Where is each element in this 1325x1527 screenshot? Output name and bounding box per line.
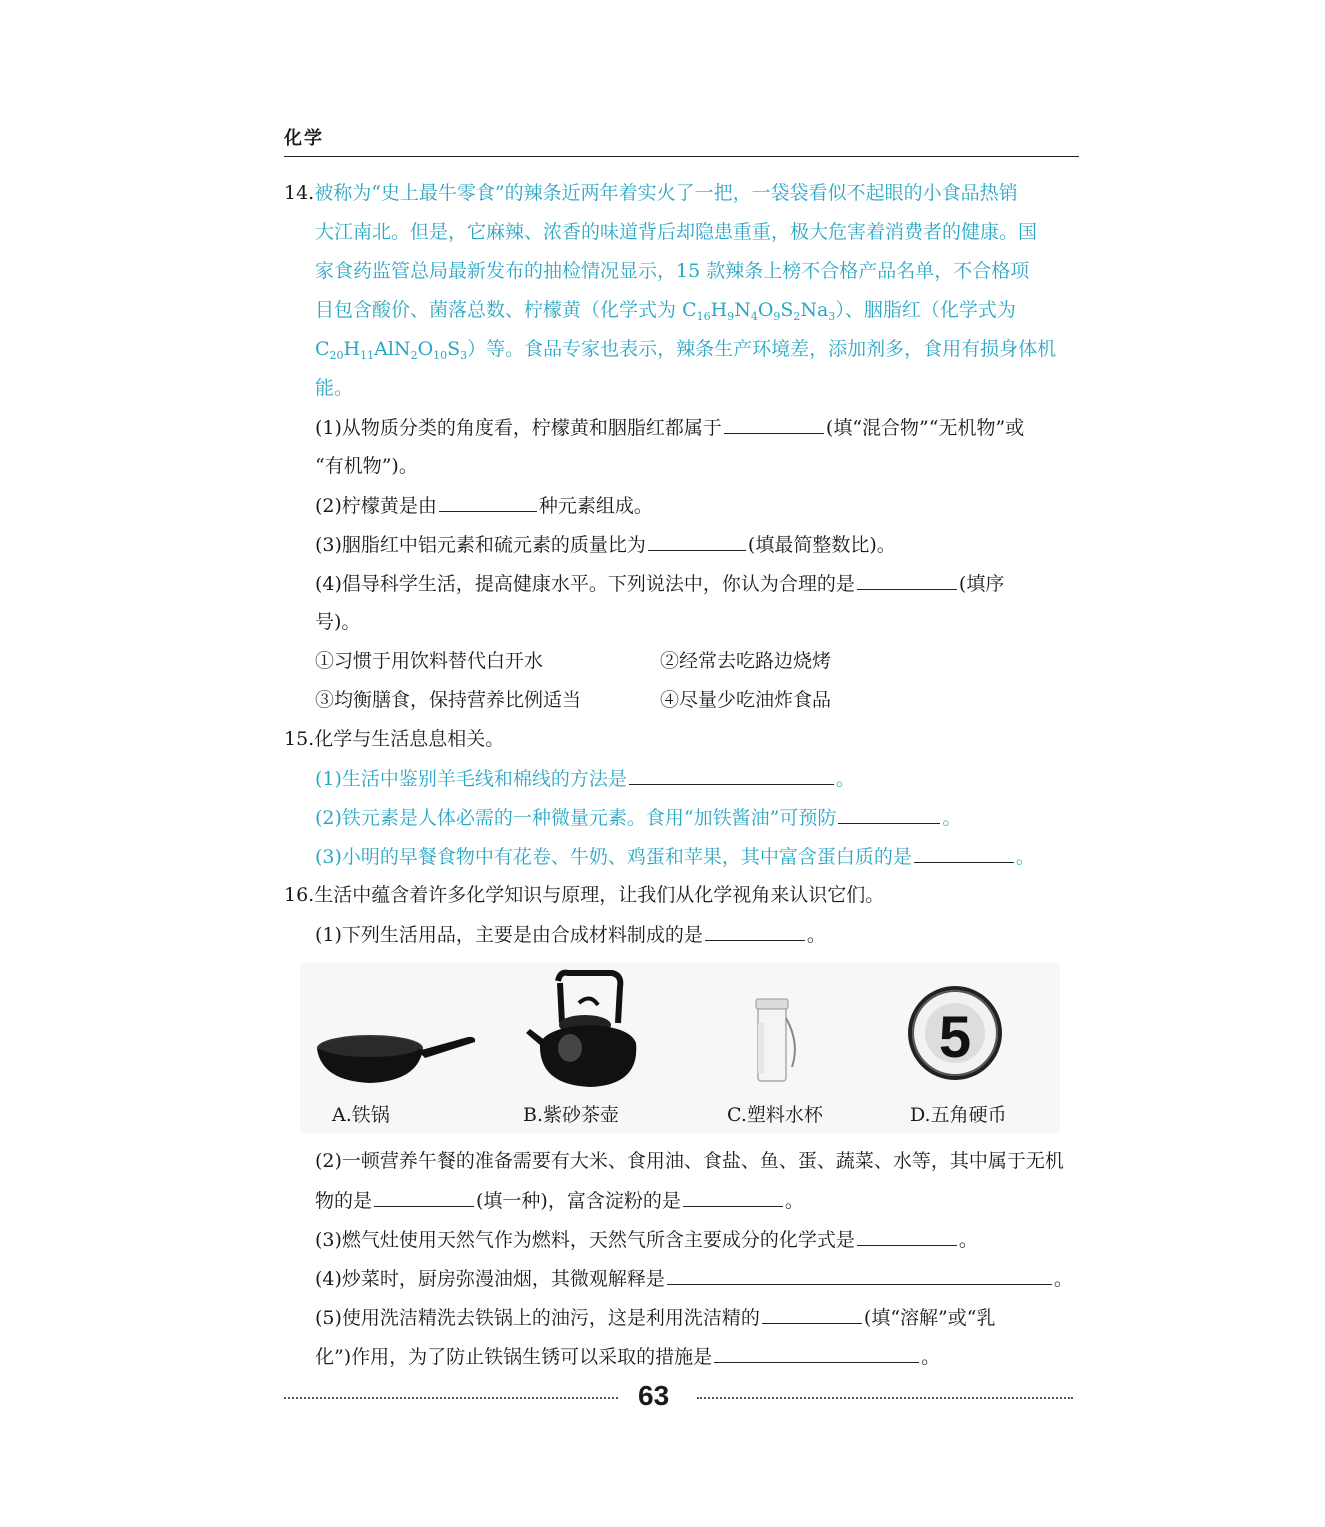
answer-blank[interactable] <box>724 415 824 434</box>
q16-part5-cont: 化”)作用，为了防止铁锅生锈可以采取的措施是 。 <box>315 1346 941 1368</box>
caption-b: B.紫砂茶壶 <box>523 1104 620 1126</box>
answer-blank[interactable] <box>667 1266 1052 1285</box>
q14-intro-2: 大江南北。但是，它麻辣、浓香的味道背后却隐患重重，极大危害着消费者的健康。国 <box>315 221 1038 243</box>
caption-d: D.五角硬币 <box>910 1104 1007 1126</box>
plastic-cup-image <box>756 999 795 1081</box>
q15-title: 15.化学与生活息息相关。 <box>284 728 505 750</box>
q14-option-1: ①习惯于用饮料替代白开水 <box>315 650 544 672</box>
q14-number: 14. <box>284 182 315 204</box>
q14-intro-5 <box>315 337 1056 368</box>
answer-blank[interactable] <box>838 805 940 824</box>
q16-part5: (5)使用洗洁精洗去铁锅上的油污，这是利用洗洁精的 (填“溶解”或“乳 <box>315 1307 996 1329</box>
q14-option-4: ④尽量少吃油炸食品 <box>660 689 832 711</box>
q15-part3: (3)小明的早餐食物中有花卷、牛奶、鸡蛋和苹果，其中富含蛋白质的是 。 <box>315 846 1035 868</box>
answer-blank[interactable] <box>857 1227 957 1246</box>
answer-blank[interactable] <box>683 1188 783 1207</box>
five-jiao-coin-image <box>908 986 1002 1080</box>
answer-blank[interactable] <box>439 493 537 512</box>
formula-carmine: $C_{20}H_{11}AlN_2O_{10}S_3$ <box>315 338 468 362</box>
answer-blank[interactable] <box>705 922 805 941</box>
q14-intro-1: 被称为“史上最牛零食”的辣条近两年着实火了一把，一袋袋看似不起眼的小食品热销 <box>314 182 1018 204</box>
q15-part1: (1)生活中鉴别羊毛线和棉线的方法是 。 <box>315 768 855 790</box>
answer-blank[interactable] <box>374 1188 474 1207</box>
footer-rule-right <box>697 1397 1073 1399</box>
q16-part2: (2)一顿营养午餐的准备需要有大米、食用油、食盐、鱼、蛋、蔬菜、水等，其中属于无机 <box>315 1150 1064 1172</box>
q14-part1: (1)从物质分类的角度看，柠檬黄和胭脂红都属于 (填“混合物”“无机物”或 <box>315 417 1025 439</box>
q14-part2: (2)柠檬黄是由 种元素组成。 <box>315 495 653 517</box>
q14-intro-3: 家食药监管总局最新发布的抽检情况显示，15 款辣条上榜不合格产品名单，不合格项 <box>315 260 1030 282</box>
formula-lemon-yellow: $C_{16}H_9N_4O_9S_2Na_3$ <box>682 299 836 323</box>
q14-part4-cont: 号)。 <box>315 611 361 633</box>
caption-c: C.塑料水杯 <box>727 1104 823 1126</box>
page-number: 63 <box>638 1380 670 1411</box>
q16-part1: (1)下列生活用品，主要是由合成材料制成的是 。 <box>315 924 826 946</box>
answer-blank[interactable] <box>629 766 834 785</box>
q14-intro-4b: ）、胭脂红（化学式为 <box>835 299 1016 321</box>
footer-rule-left <box>284 1397 618 1399</box>
q14-intro-5b: ）等。食品专家也表示，辣条生产环境差，添加剂多，食用有损身体机 <box>467 338 1057 360</box>
answer-blank[interactable] <box>762 1305 862 1324</box>
header-divider <box>284 156 1079 157</box>
q15-part2: (2)铁元素是人体必需的一种微量元素。食用“加铁酱油”可预防 。 <box>315 807 962 829</box>
coin-numeral: 5 <box>938 1005 972 1070</box>
q14-option-3: ③均衡膳食，保持营养比例适当 <box>315 689 582 711</box>
answer-blank[interactable] <box>857 571 957 590</box>
q16-part4: (4)炒菜时，厨房弥漫油烟，其微观解释是 。 <box>315 1268 1073 1290</box>
caption-a: A.铁锅 <box>332 1104 390 1126</box>
iron-wok-image <box>317 1035 475 1083</box>
clay-teapot-image <box>526 973 636 1087</box>
q14-option-2: ②经常去吃路边烧烤 <box>660 650 832 672</box>
q14-part3: (3)胭脂红中铝元素和硫元素的质量比为 (填最简整数比)。 <box>315 534 896 556</box>
answer-blank[interactable] <box>648 532 746 551</box>
answer-blank[interactable] <box>714 1344 919 1363</box>
answer-blank[interactable] <box>914 844 1014 863</box>
q14-part1-cont: “有机物”)。 <box>315 455 418 477</box>
q14-part4: (4)倡导科学生活，提高健康水平。下列说法中，你认为合理的是 (填序 <box>315 573 1005 595</box>
subject-header: 化学 <box>284 128 324 149</box>
q16-part2-cont: 物的是 (填一种)，富含淀粉的是 。 <box>315 1190 804 1212</box>
q14-line-1 <box>284 181 1018 205</box>
q16-part3: (3)燃气灶使用天然气作为燃料，天然气所含主要成分的化学式是 。 <box>315 1229 978 1251</box>
q14-intro-6: 能。 <box>315 377 354 399</box>
q14-intro-4a: 目包含酸价、菌落总数、柠檬黄（化学式为 <box>315 299 677 321</box>
q16-title: 16.生活中蕴含着许多化学知识与原理，让我们从化学视角来认识它们。 <box>284 884 885 906</box>
q14-intro-4 <box>315 298 1016 329</box>
